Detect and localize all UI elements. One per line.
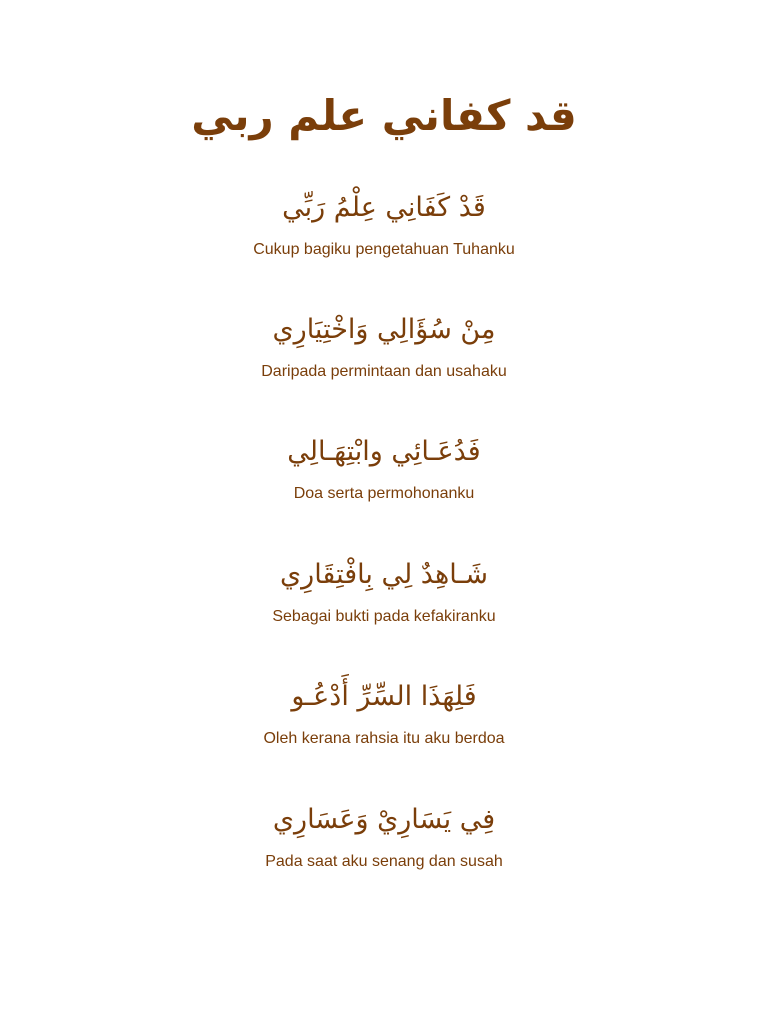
verse-arabic: مِنْ سُؤَالِي وَاخْتِيَارِي: [272, 314, 496, 345]
verse-translation: Pada saat aku senang dan susah: [265, 853, 503, 870]
verse-2: [0, 308, 768, 382]
verse-translation: Daripada permintaan dan usahaku: [261, 363, 507, 380]
verse-translation: Sebagai bukti pada kefakiranku: [272, 608, 496, 625]
verse-arabic: شَـاهِدٌ لِي بِافْتِقَارِي: [280, 559, 488, 590]
verse-translation: Cukup bagiku pengetahuan Tuhanku: [253, 241, 515, 258]
verse-arabic: فَلِهَذَا السِّرِّ أَدْعُـو: [291, 681, 477, 712]
verse-1: [0, 186, 768, 260]
verse-4: [0, 553, 768, 627]
verse-5: [0, 675, 768, 749]
verse-arabic: قَدْ كَفَانِي عِلْمُ رَبِّي: [282, 192, 486, 223]
poem-title: قد كفاني علم ربي: [191, 91, 577, 140]
verse-translation: Oleh kerana rahsia itu aku berdoa: [263, 730, 505, 747]
verse-arabic: فِي يَسَارِيْ وَعَسَارِي: [272, 804, 496, 835]
verse-arabic: فَدُعَـائِي وابْتِهَـالِي: [287, 436, 481, 467]
verse-3: [0, 430, 768, 504]
verse-6: [0, 798, 768, 872]
verse-translation: Doa serta permohonanku: [293, 485, 475, 502]
